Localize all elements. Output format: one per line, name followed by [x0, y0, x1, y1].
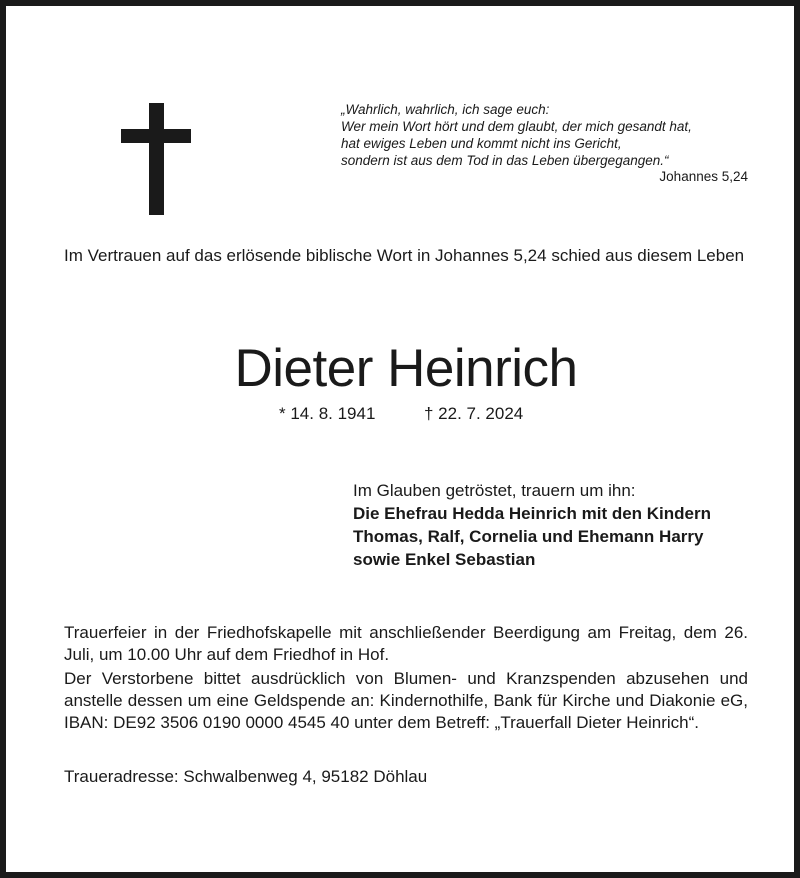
bible-quote — [341, 101, 753, 169]
donation-info: Der Verstorbene bittet ausdrücklich von Blumen- und Kranzspenden abzusehen und anstelle dessen um eine Geldspende an: Kindernothilfe, Bank für Kirche und Diakonie eG, IBAN: DE92 3506 0190 0000 4545 40 unter dem Betreff: „Trauerfall Dieter Heinrich“. — [64, 669, 748, 732]
mourning-address: Traueradresse: Schwalbenweg 4, 95182 Döhlau — [64, 767, 428, 786]
quote-line: hat ewiges Leben und kommt nicht ins Gericht, — [341, 136, 622, 151]
cross-icon — [121, 103, 191, 215]
death-date: † 22. 7. 2024 — [424, 404, 524, 423]
quote-line: Wer mein Wort hört und dem glaubt, der mich gesandt hat, — [341, 119, 692, 134]
quote-reference: Johannes 5,24 — [659, 169, 748, 184]
intro-text: Im Vertrauen auf das erlösende biblische Wort in Johannes 5,24 schied aus diesem Leben — [64, 246, 745, 265]
mourners-line: Die Ehefrau Hedda Heinrich mit den Kindern — [353, 504, 712, 523]
mourners-intro: Im Glauben getröstet, trauern um ihn: — [353, 481, 636, 500]
funeral-info: Trauerfeier in der Friedhofskapelle mit anschließender Beerdigung am Freitag, dem 26. Juli, um 10.00 Uhr auf dem Friedhof in Hof. — [64, 623, 748, 664]
deceased-name: Dieter Heinrich — [234, 339, 578, 398]
mourners-line: Thomas, Ralf, Cornelia und Ehemann Harry — [353, 527, 704, 546]
quote-line: sondern ist aus dem Tod in das Leben übergegangen.“ — [341, 153, 669, 168]
birth-date: * 14. 8. 1941 — [279, 404, 376, 423]
mourners-line: sowie Enkel Sebastian — [353, 550, 536, 569]
quote-line: „Wahrlich, wahrlich, ich sage euch: — [341, 102, 550, 117]
mourners-block — [353, 479, 763, 571]
